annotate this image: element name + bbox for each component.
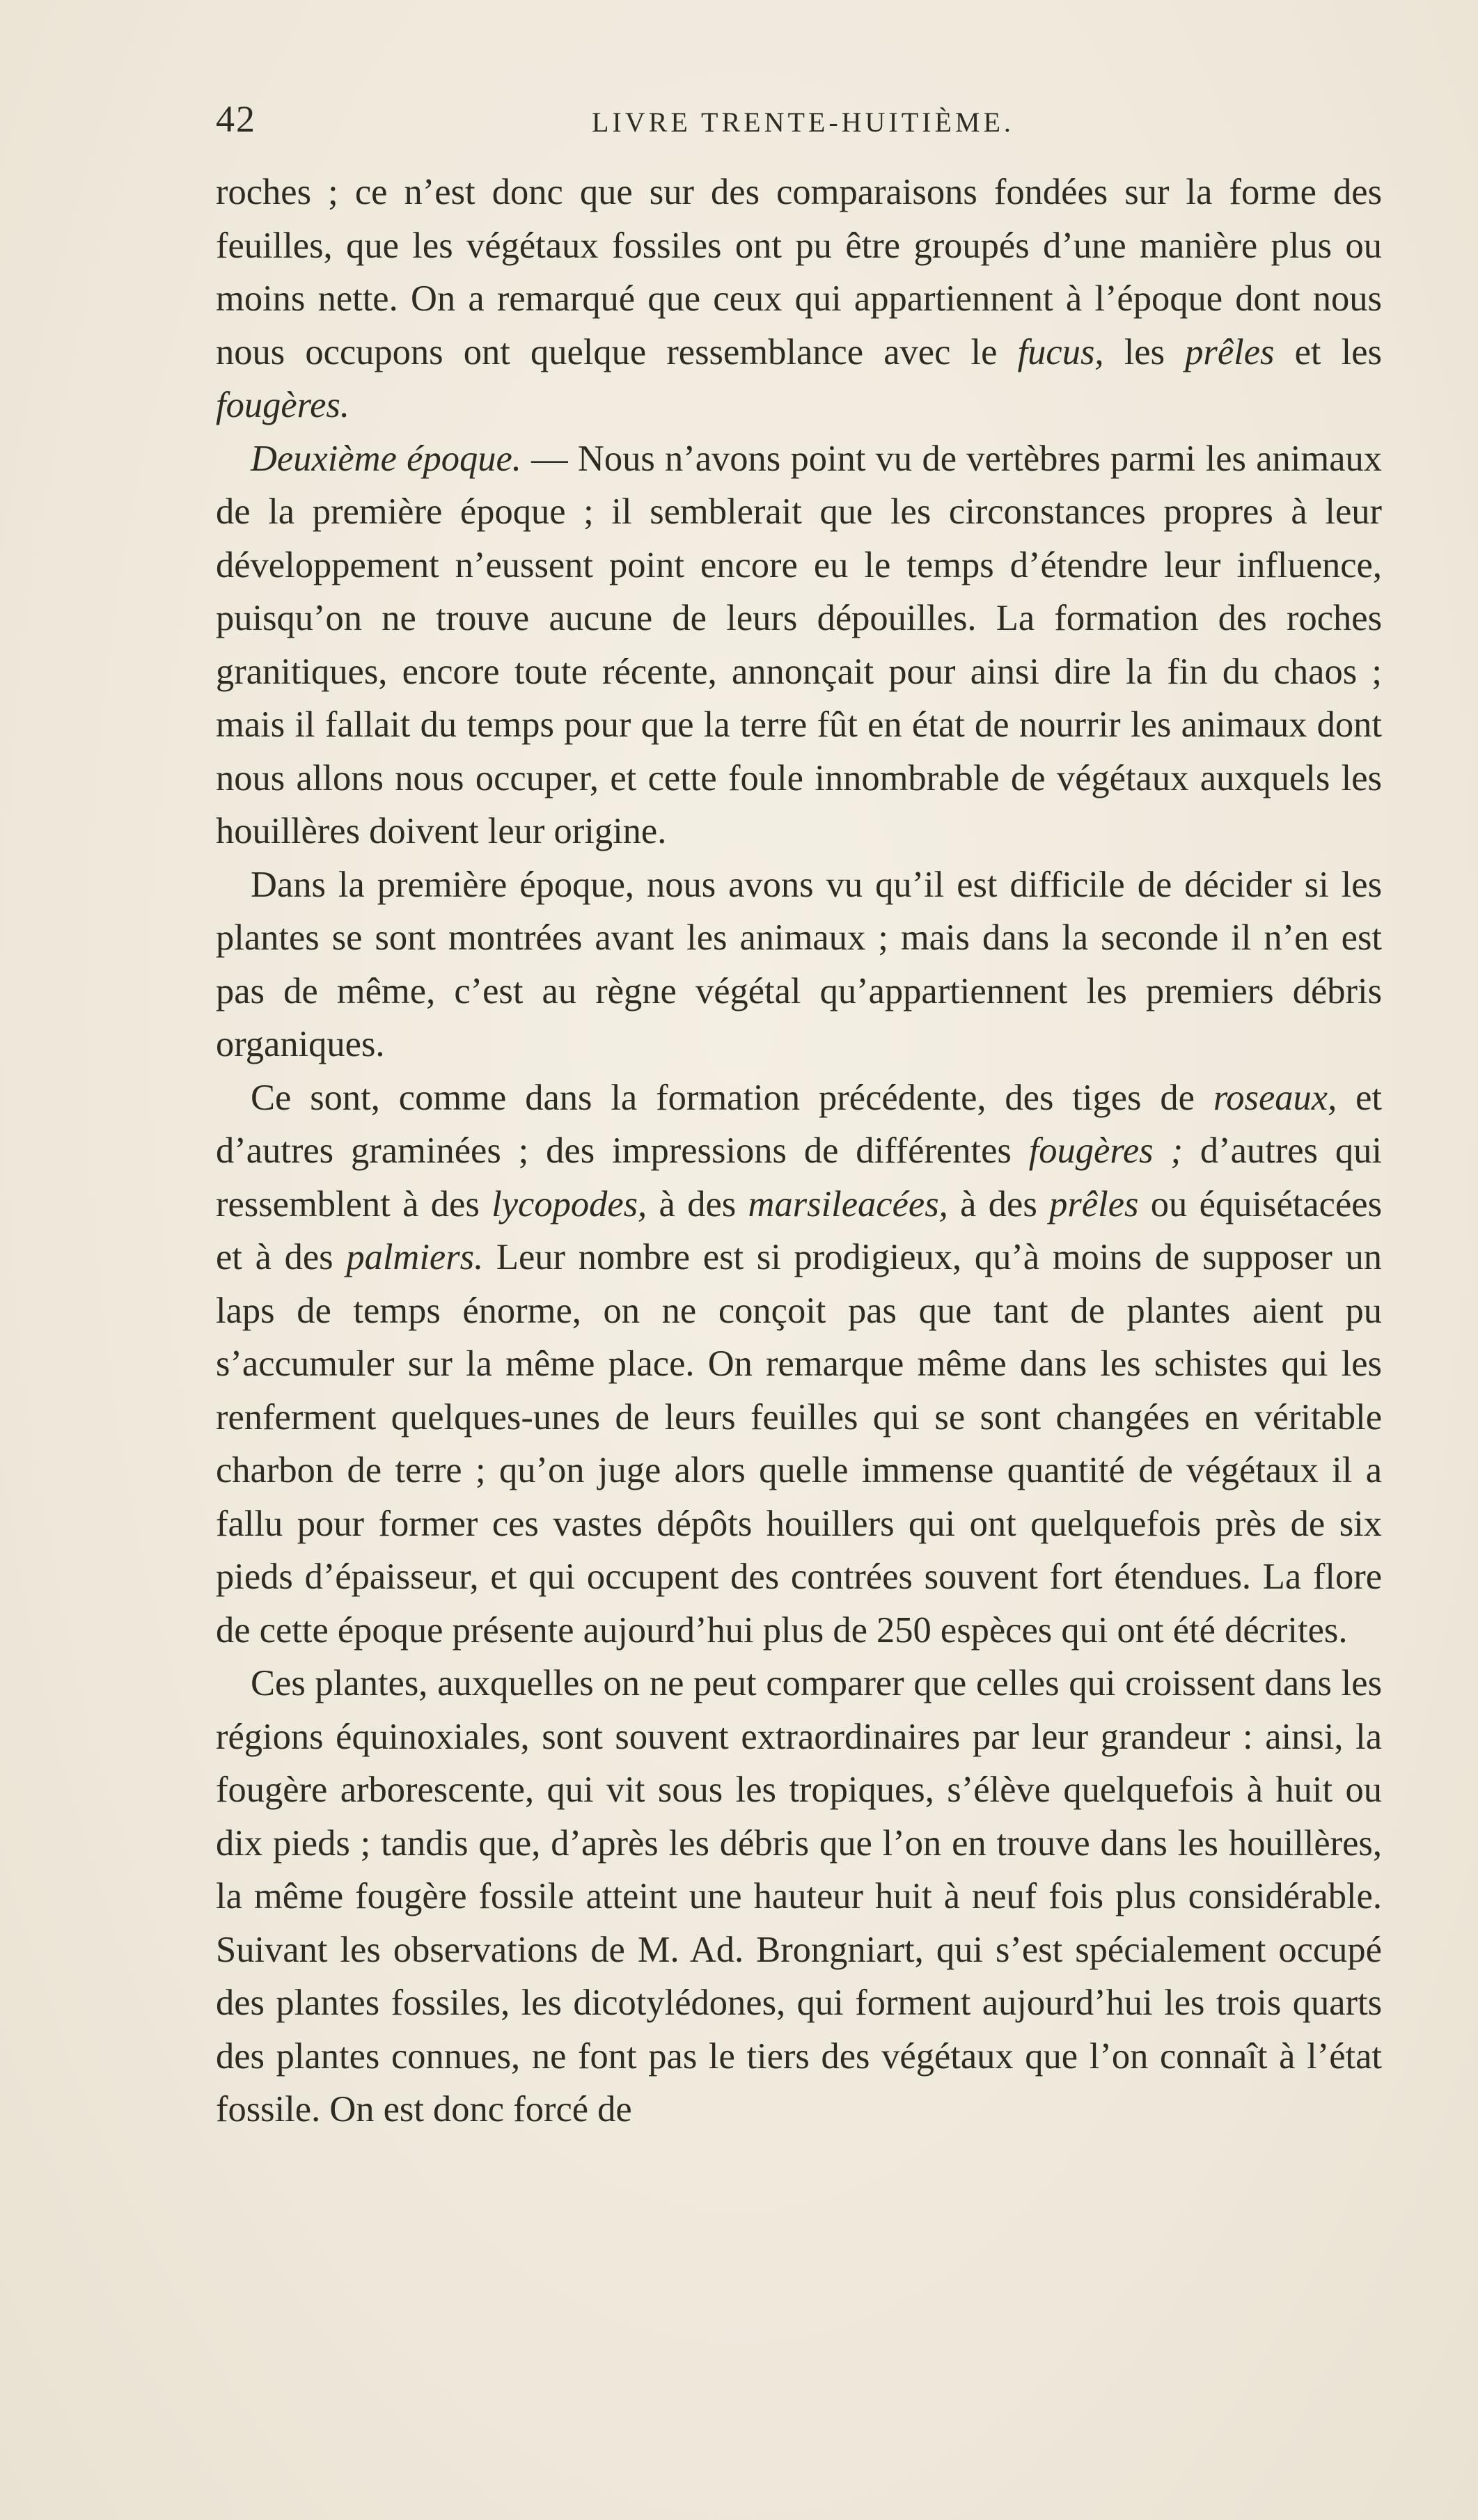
page-header	[216, 97, 1399, 146]
italic-text: marsileacées,	[748, 1183, 948, 1224]
text-run: à des	[647, 1183, 748, 1224]
italic-text: fougères.	[216, 385, 349, 425]
text-run: Leur nombre est si prodigieux, qu’à moins de supposer un laps de temps énorme, on ne conçoit pas que tant de plantes aient pu s’accumuler sur la même place. On remarque même dans les schistes qui les renferment quelques-unes de leurs feuilles qui se sont changées en véritable charbon de terre ; qu’on juge alors quelle immense quantité de végétaux il a fallu pour former ces vastes dépôts houillers qui ont quelquefois près de six pieds d’épaisseur, et qui occupent des contrées souvent fort étendues. La flore de cette époque présente aujourd’hui plus de 250 espèces qui ont été décrites.	[216, 1237, 1382, 1651]
paragraph	[216, 166, 1382, 432]
text-run: d’autres qui ressemblent à des	[216, 1131, 1382, 1224]
italic-text: palmiers.	[346, 1237, 484, 1277]
italic-text: fucus,	[1017, 331, 1104, 372]
body-text	[216, 166, 1382, 2136]
paragraph	[216, 1657, 1382, 2136]
text-run: Ces plantes, auxquelles on ne peut comparer que celles qui croissent dans les régions équinoxiales, sont souvent extraordinaires par leur grandeur : ainsi, la fougère arborescente, qui vit sous les tropiques, s’élève quelquefois à huit ou dix pieds ; tandis que, d’après les débris que l’on en trouve dans les houillères, la même fougère fossile atteint une hauteur huit à neuf fois plus considérable. Suivant les observations de M. Ad. Brongniart, qui s’est spécialement occupé des plantes fossiles, les dicotylédones, qui forment aujourd’hui les trois quarts des plantes connues, ne font pas le tiers des végétaux que l’on connaît à l’état fossile. On est donc forcé de	[216, 1663, 1382, 2129]
italic-text: Deuxième époque.	[251, 438, 521, 479]
running-head: LIVRE TRENTE-HUITIÈME.	[592, 107, 1014, 138]
italic-text: roseaux,	[1213, 1077, 1337, 1118]
text-run: Dans la première époque, nous avons vu qu’il est difficile de décider si les plantes se sont montrées avant les animaux ; mais dans la seconde il n’en est pas de même, c’est au règne végétal qu’appartiennent les premiers débris organiques.	[216, 864, 1382, 1064]
paragraph	[216, 432, 1382, 858]
text-run: ou équisétacées et à des	[216, 1183, 1382, 1277]
text-run: Ce sont, comme dans la formation précédente, des tiges de	[251, 1077, 1213, 1118]
text-run: — Nous n’avons point vu de vertèbres parmi les animaux de la première époque ; il semblerait que les circonstances propres à leur développement n’eussent point encore eu le temps d’étendre leur influence, puisqu’on ne trouve aucune de leurs dépouilles. La formation des roches granitiques, encore toute récente, annonçait pour ainsi dire la fin du chaos ; mais il fallait du temps pour que la terre fût en état de nourrir les animaux dont nous allons nous occuper, et cette foule innombrable de végétaux auxquels les houillères doivent leur origine.	[216, 438, 1382, 851]
page-number: 42	[216, 98, 256, 140]
paragraph	[216, 858, 1382, 1071]
italic-text: prêles	[1185, 331, 1275, 372]
text-run: et les	[1274, 331, 1382, 372]
text-run: à des	[948, 1183, 1050, 1224]
italic-text: fougères ;	[1028, 1131, 1183, 1171]
italic-text: lycopodes,	[492, 1183, 647, 1224]
italic-text: prêles	[1049, 1183, 1139, 1224]
paragraph	[216, 1071, 1382, 1657]
text-run: et d’autres graminées ; des impressions de différentes	[216, 1077, 1383, 1171]
text-run: roches ; ce n’est donc que sur des comparaisons fondées sur la forme des feuilles, que les végétaux fossiles ont pu être groupés d’une manière plus ou moins nette. On a remarqué que ceux qui appartiennent à l’époque dont nous nous occupons ont quelque ressemblance avec le	[216, 172, 1382, 372]
text-run: les	[1103, 331, 1186, 372]
